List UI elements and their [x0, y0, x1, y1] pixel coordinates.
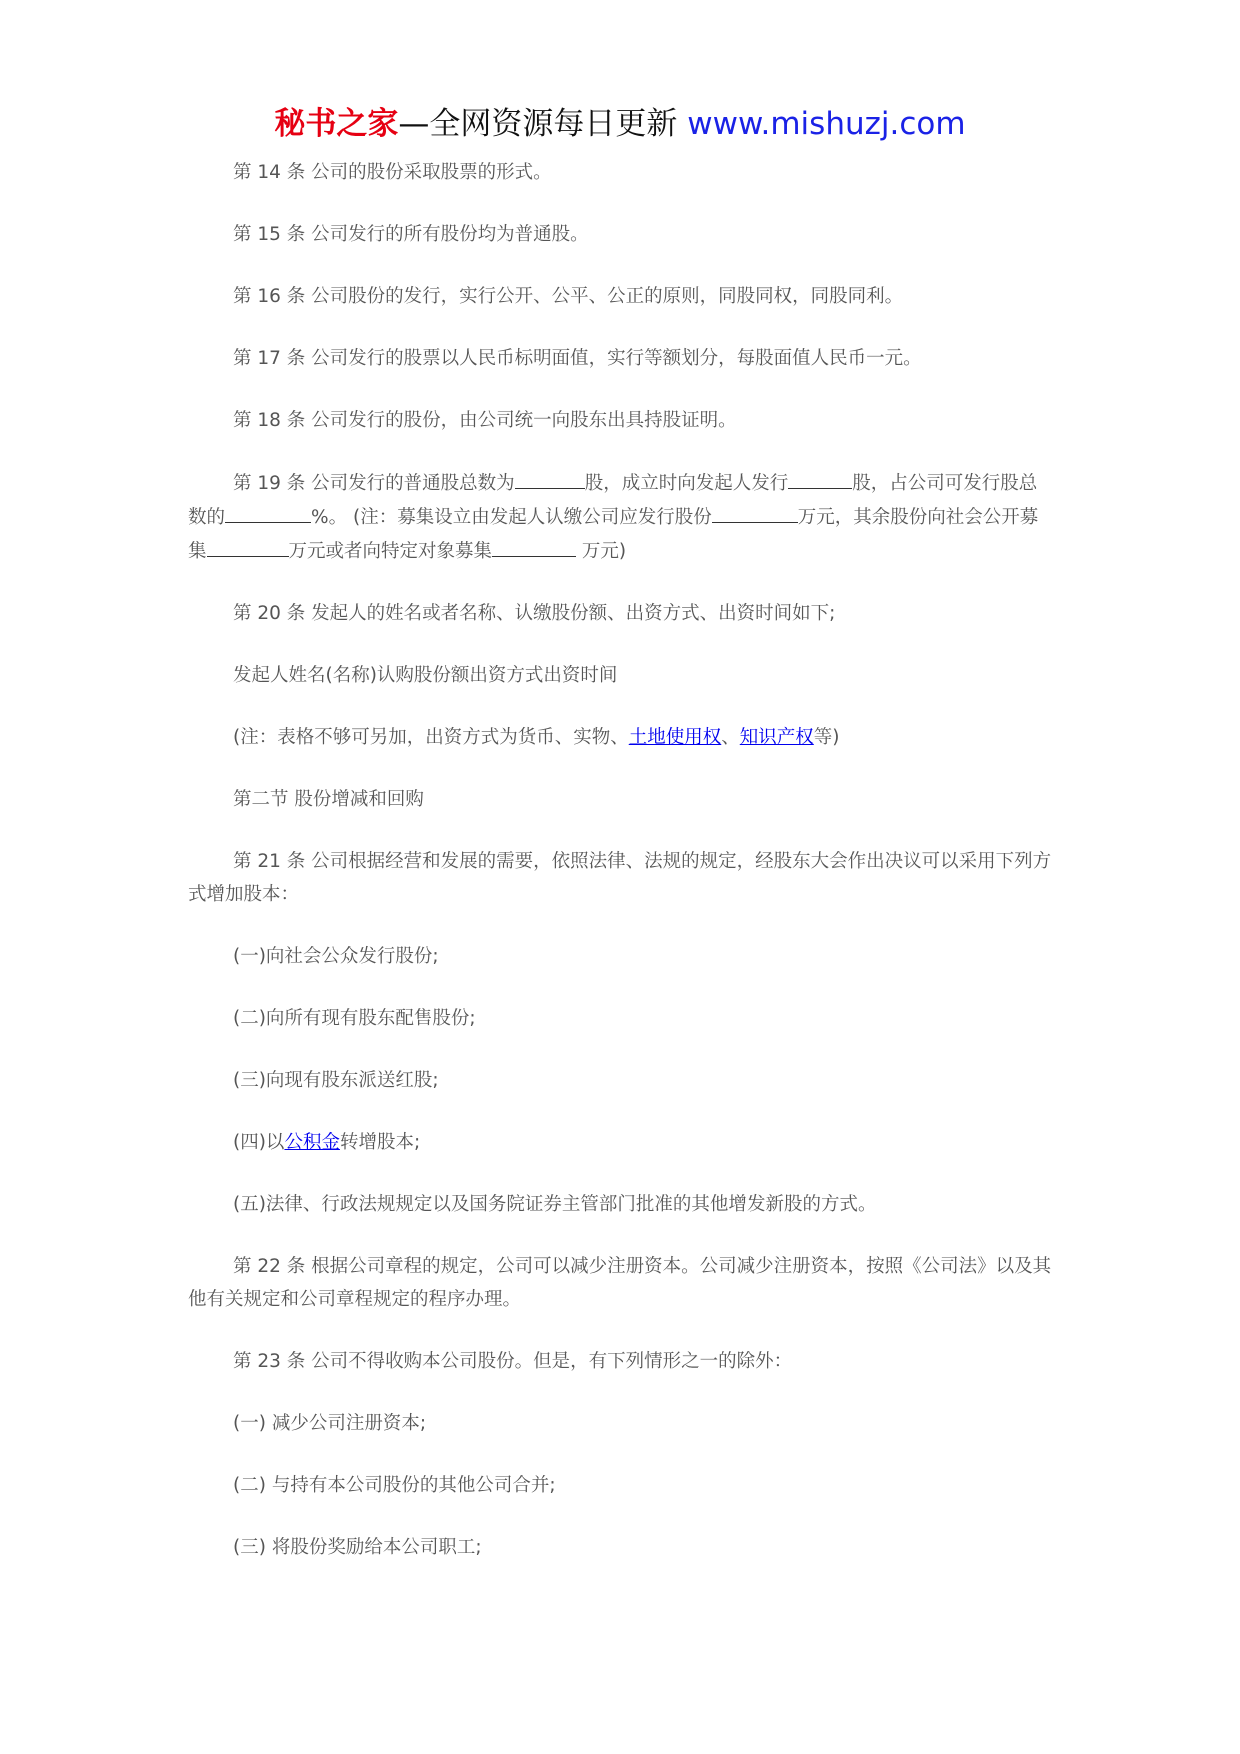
article-21: 第 21 条 公司根据经营和发展的需要，依照法律、法规的规定，经股东大会作出决议可以采用下列方式增加股本：: [188, 851, 1052, 905]
site-url: www.mishuzj.com: [687, 106, 966, 142]
article-15: 第 15 条 公司发行的所有股份均为普通股。: [233, 224, 589, 245]
article-19-text: 股，占公司可发行股总数的: [188, 473, 1038, 528]
note-text: 等): [813, 727, 840, 748]
article-14: 第 14 条 公司的股份采取股票的形式。: [233, 162, 552, 183]
fill-blank: [515, 466, 585, 489]
article-23-item: (二) 与持有本公司股份的其他公司合并;: [233, 1475, 556, 1496]
article-21-item: [188, 1126, 1052, 1159]
article-19: [188, 466, 1052, 568]
article-20: 第 20 条 发起人的姓名或者名称、认缴股份额、出资方式、出资时间如下;: [233, 603, 836, 624]
fill-blank: [225, 500, 311, 523]
site-brand: 秘书之家: [274, 106, 399, 142]
article-16: 第 16 条 公司股份的发行，实行公开、公平、公正的原则，同股同权，同股同利。: [233, 286, 904, 307]
fill-blank: [788, 466, 852, 489]
site-header: [0, 98, 1240, 150]
article-21-item: (五)法律、行政法规规定以及国务院证券主管部门批准的其他增发新股的方式。: [233, 1194, 877, 1215]
item-text: 转增股本;: [339, 1132, 421, 1153]
article-19-text: 第 19 条 公司发行的普通股总数为: [233, 473, 515, 494]
article-19-text: %。 (注：募集设立由发起人认缴公司应发行股份: [311, 507, 712, 528]
article-19-text: 万元，其余股份向社会公开募集: [188, 507, 1039, 562]
article-17: 第 17 条 公司发行的股票以人民币标明面值，实行等额划分，每股面值人民币一元。: [233, 348, 922, 369]
article-21-item: (三)向现有股东派送红股;: [233, 1070, 439, 1091]
document-body: [188, 156, 1052, 1593]
fill-blank: [207, 534, 289, 557]
article-23-item: (一) 减少公司注册资本;: [233, 1413, 427, 1434]
article-21-item: (二)向所有现有股东配售股份;: [233, 1008, 476, 1029]
land-use-right-link[interactable]: 土地使用权: [628, 727, 722, 748]
article-21-item: (一)向社会公众发行股份;: [233, 946, 439, 967]
intellectual-property-link[interactable]: 知识产权: [739, 727, 814, 748]
article-19-text: 万元或者向特定对象募集: [288, 541, 493, 562]
site-tagline: —全网资源每日更新: [398, 106, 688, 142]
fill-blank: [492, 534, 576, 557]
reserve-fund-link[interactable]: 公积金: [284, 1132, 340, 1153]
item-text: (四)以: [233, 1132, 285, 1153]
article-23-item: (三) 将股份奖励给本公司职工;: [233, 1537, 482, 1558]
article-20-note: [188, 721, 1052, 754]
article-19-text: 万元): [576, 541, 627, 562]
article-23: 第 23 条 公司不得收购本公司股份。但是，有下列情形之一的除外：: [233, 1351, 793, 1372]
fill-blank: [712, 500, 798, 523]
note-text: (注：表格不够可另加，出资方式为货币、实物、: [233, 727, 629, 748]
note-text: 、: [721, 727, 740, 748]
article-22: 第 22 条 根据公司章程的规定，公司可以减少注册资本。公司减少注册资本，按照《公司法》以及其他有关规定和公司章程规定的程序办理。: [188, 1256, 1052, 1310]
founder-table-header: 发起人姓名(名称)认购股份额出资方式出资时间: [233, 665, 618, 686]
article-18: 第 18 条 公司发行的股份，由公司统一向股东出具持股证明。: [233, 410, 737, 431]
section-heading: 第二节 股份增减和回购: [233, 789, 424, 810]
article-19-text: 股，成立时向发起人发行: [584, 473, 789, 494]
